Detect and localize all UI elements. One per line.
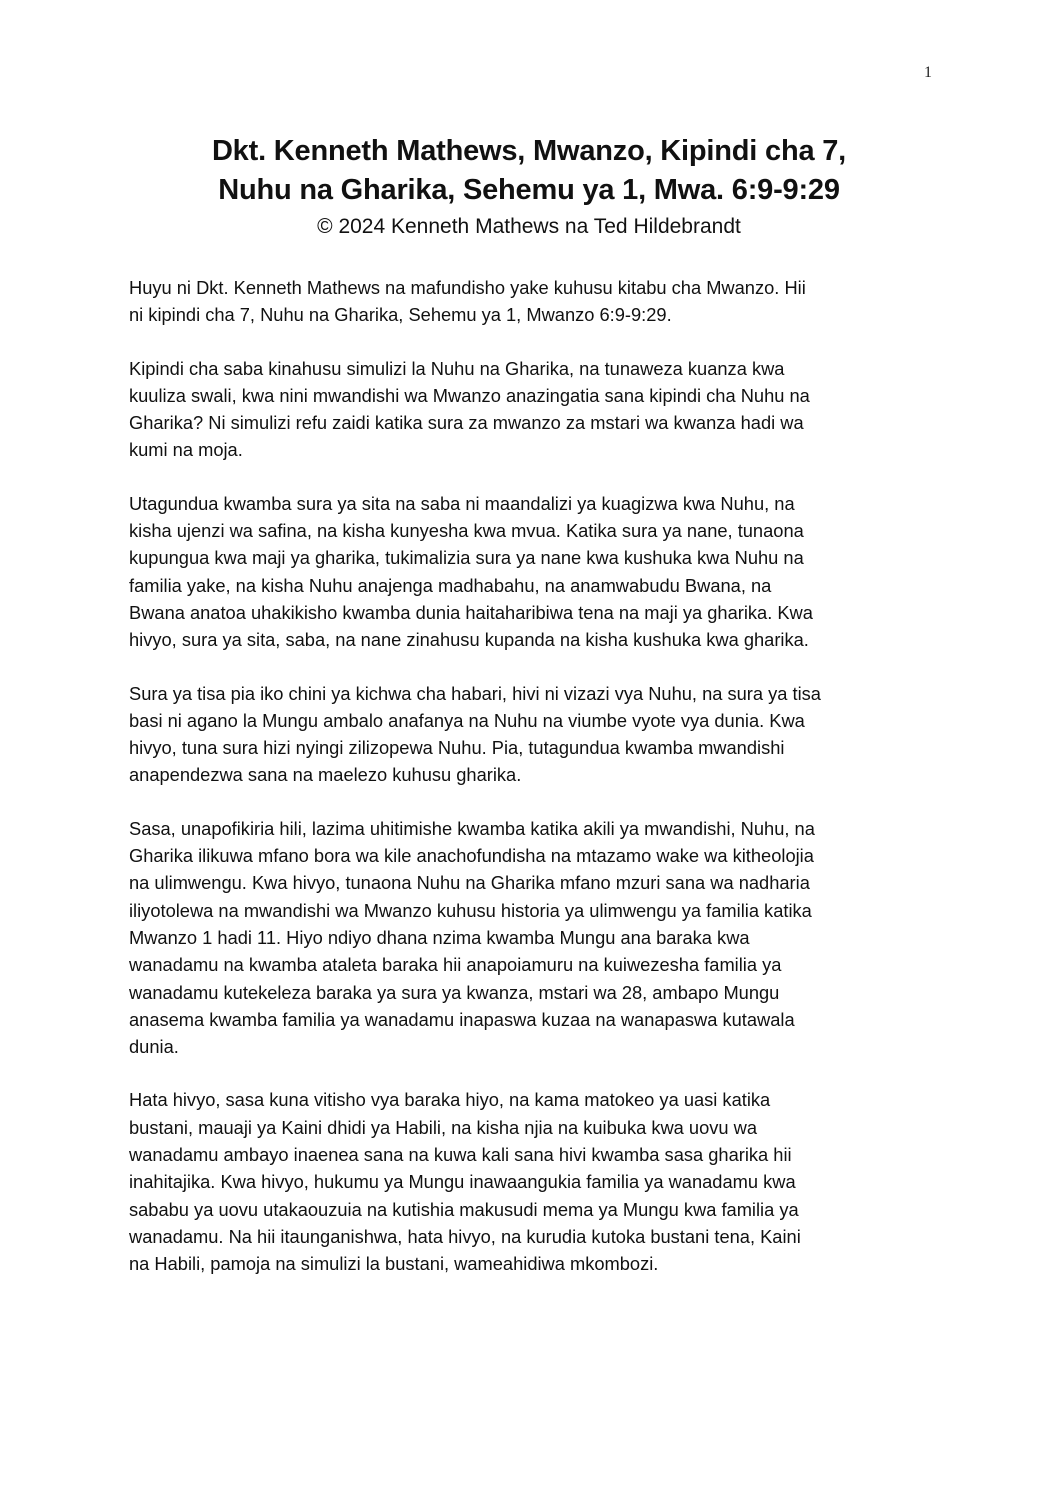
paragraph-3 [129,490,935,654]
text-line: inahitajika. Kwa hivyo, hukumu ya Mungu inawaangukia familia ya wanadamu kwa [129,1171,796,1193]
text-line: sababu ya uovu utakaouzuia na kutishia makusudi mema ya Mungu kwa familia ya [129,1198,799,1220]
text-line: basi ni agano la Mungu ambalo anafanya na Nuhu na viumbe vyote vya dunia. Kwa [129,709,805,731]
paragraph-2 [129,355,935,464]
text-line: Huyu ni Dkt. Kenneth Mathews na mafundisho yake kuhusu kitabu cha Mwanzo. Hii [129,277,806,298]
text-line: kumi na moja. [129,439,243,461]
title-line-1: Dkt. Kenneth Mathews, Mwanzo, Kipindi cha 7, [211,135,847,167]
text-line: iliyotolewa na mwandishi wa Mwanzo kuhusu historia ya ulimwengu ya familia katika [129,899,812,921]
text-line: hivyo, sura ya sita, saba, na nane zinahusu kupanda na kisha kushuka kwa gharika. [129,629,809,651]
copyright-notice: © 2024 Kenneth Mathews na Ted Hildebrandt [317,215,741,238]
text-line: anapendezwa sana na maelezo kuhusu gharika. [129,764,522,786]
text-line: Hata hivyo, sasa kuna vitisho vya baraka hiyo, na kama matokeo ya uasi katika [129,1089,771,1111]
text-line: bustani, mauaji ya Kaini dhidi ya Habili, na kisha njia na kuibuka kwa uovu wa [129,1116,758,1138]
paragraph-4 [129,680,935,789]
text-line: Gharika ilikuwa mfano bora wa kile anachofundisha na mtazamo wake wa kitheolojia [129,845,814,867]
text-line: ni kipindi cha 7, Nuhu na Gharika, Sehemu ya 1, Mwanzo 6:9-9:29. [129,304,672,326]
text-line: dunia. [129,1036,179,1058]
text-line: Utagundua kwamba sura ya sita na saba ni maandalizi ya kuagizwa kwa Nuhu, na [129,492,795,514]
paragraph-6 [129,1086,935,1277]
text-line: hivyo, tuna sura hizi nyingi zilizopewa Nuhu. Pia, tutagundua kwamba mwandishi [129,737,785,759]
text-line: na Habili, pamoja na simulizi la bustani, wameahidiwa mkombozi. [129,1253,659,1275]
text-line: Sasa, unapofikiria hili, lazima uhitimishe kwamba katika akili ya mwandishi, Nuhu, na [129,817,815,839]
title-line-2: Nuhu na Gharika, Sehemu ya 1, Mwa. 6:9-9:29 [218,174,840,206]
text-line: kuuliza swali, kwa nini mwandishi wa Mwanzo anazingatia sana kipindi cha Nuhu na [129,384,810,406]
text-line: wanadamu kutekeleza baraka ya sura ya kwanza, mstari wa 28, ambapo Mungu [129,981,780,1003]
text-line: kupungua kwa maji ya gharika, tukimalizia sura ya nane kwa kushuka kwa Nuhu na [129,547,804,569]
text-line: Gharika? Ni simulizi refu zaidi katika sura za mwanzo za mstari wa kwanza hadi wa [129,412,804,434]
text-line: wanadamu na kwamba ataleta baraka hii anapoiamuru na kuiwezesha familia ya [129,954,782,976]
text-line: Bwana anatoa uhakikisho kwamba dunia haitaharibiwa tena na maji ya gharika. Kwa [129,601,813,623]
text-line: Mwanzo 1 hadi 11. Hiyo ndiyo dhana nzima kwamba Mungu ana baraka kwa [129,926,750,948]
title-block [100,132,958,242]
text-line: na ulimwengu. Kwa hivyo, tunaona Nuhu na Gharika mfano mzuri sana wa nadharia [129,872,810,894]
page-number: 1 [924,64,932,81]
text-line: Kipindi cha saba kinahusu simulizi la Nuhu na Gharika, na tunaweza kuanza kwa [129,357,785,379]
text-line: Sura ya tisa pia iko chini ya kichwa cha habari, hivi ni vizazi vya Nuhu, na sura ya tisa [129,682,821,704]
text-line: wanadamu. Na hii itaunganishwa, hata hivyo, na kurudia kutoka bustani tena, Kaini [129,1225,801,1247]
paragraph-5 [129,815,935,1061]
text-line: familia yake, na kisha Nuhu anajenga madhabahu, na anamwabudu Bwana, na [129,574,772,596]
text-line: anasema kwamba familia ya wanadamu inapaswa kuzaa na wanapaswa kutawala [129,1008,795,1030]
paragraph-1 [129,274,935,329]
body-text [129,274,935,1304]
text-line: wanadamu ambayo inaenea sana na kuwa kali sana hivi kwamba sasa gharika hii [129,1144,792,1166]
text-line: kisha ujenzi wa safina, na kisha kunyesha kwa mvua. Katika sura ya nane, tunaona [129,520,804,542]
